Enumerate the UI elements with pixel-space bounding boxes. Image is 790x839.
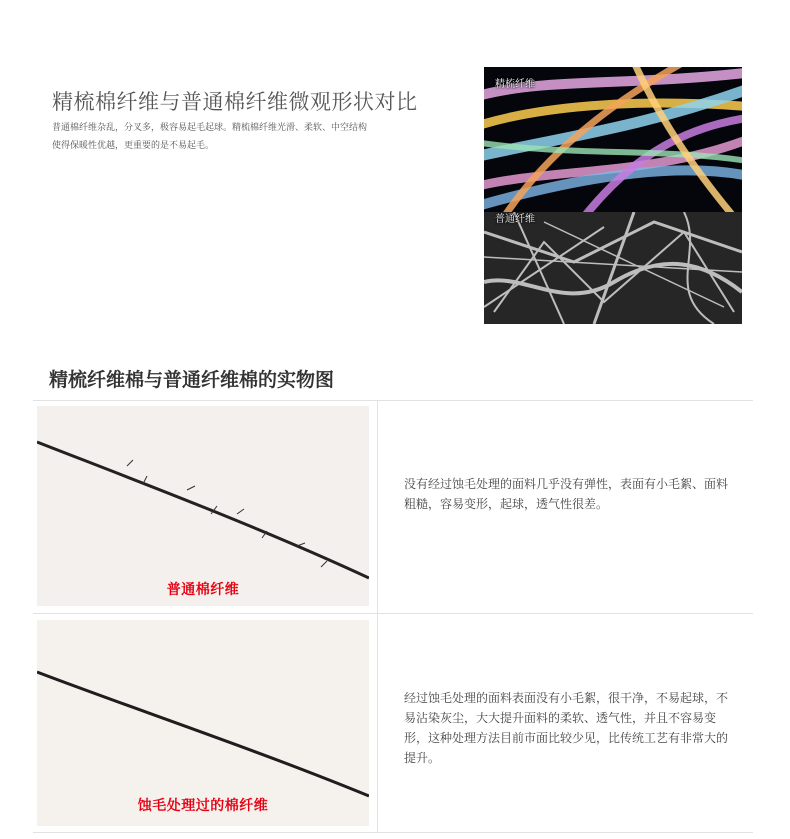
regular-fiber-micrograph <box>484 212 742 324</box>
column-divider <box>377 400 378 832</box>
table-bottom-border <box>33 832 753 833</box>
section2-title: 精梳纤维棉与普通纤维棉的实物图 <box>49 369 335 391</box>
table-top-border <box>33 400 753 401</box>
section1-title: 精梳棉纤维与普通棉纤维微观形状对比 <box>52 90 418 114</box>
regular-cotton-label: 普通棉纤维 <box>166 582 240 598</box>
section1-description: 普通棉纤维杂乱，分叉多，极容易起毛起球。精梳棉纤维光滑、柔软、中空结构使得保暖性优越，更重要的是不易起毛。 <box>52 123 368 151</box>
comb-fiber-label: 精梳纤维 <box>495 79 535 90</box>
thread-image <box>37 406 369 606</box>
treated-cotton-thread-photo <box>37 620 369 826</box>
comb-fiber-micrograph <box>484 67 742 212</box>
treated-cotton-description: 经过蚀毛处理的面料表面没有小毛絮，很干净，不易起球，不易沾染灰尘，大大提升面料的柔软、透气性，并且不容易变形，这种处理方法目前市面比较少见，比传统工艺有非常大的提升。 <box>404 691 729 765</box>
regular-fiber-label: 普通纤维 <box>495 214 535 225</box>
row-divider <box>33 613 753 614</box>
regular-cotton-description: 没有经过蚀毛处理的面料几乎没有弹性，表面有小毛絮、面料粗糙，容易变形，起球，透气性很差。 <box>404 477 729 511</box>
regular-fiber-image <box>484 212 742 324</box>
regular-cotton-thread-photo <box>37 406 369 606</box>
treated-cotton-label: 蚀毛处理过的棉纤维 <box>137 798 269 814</box>
